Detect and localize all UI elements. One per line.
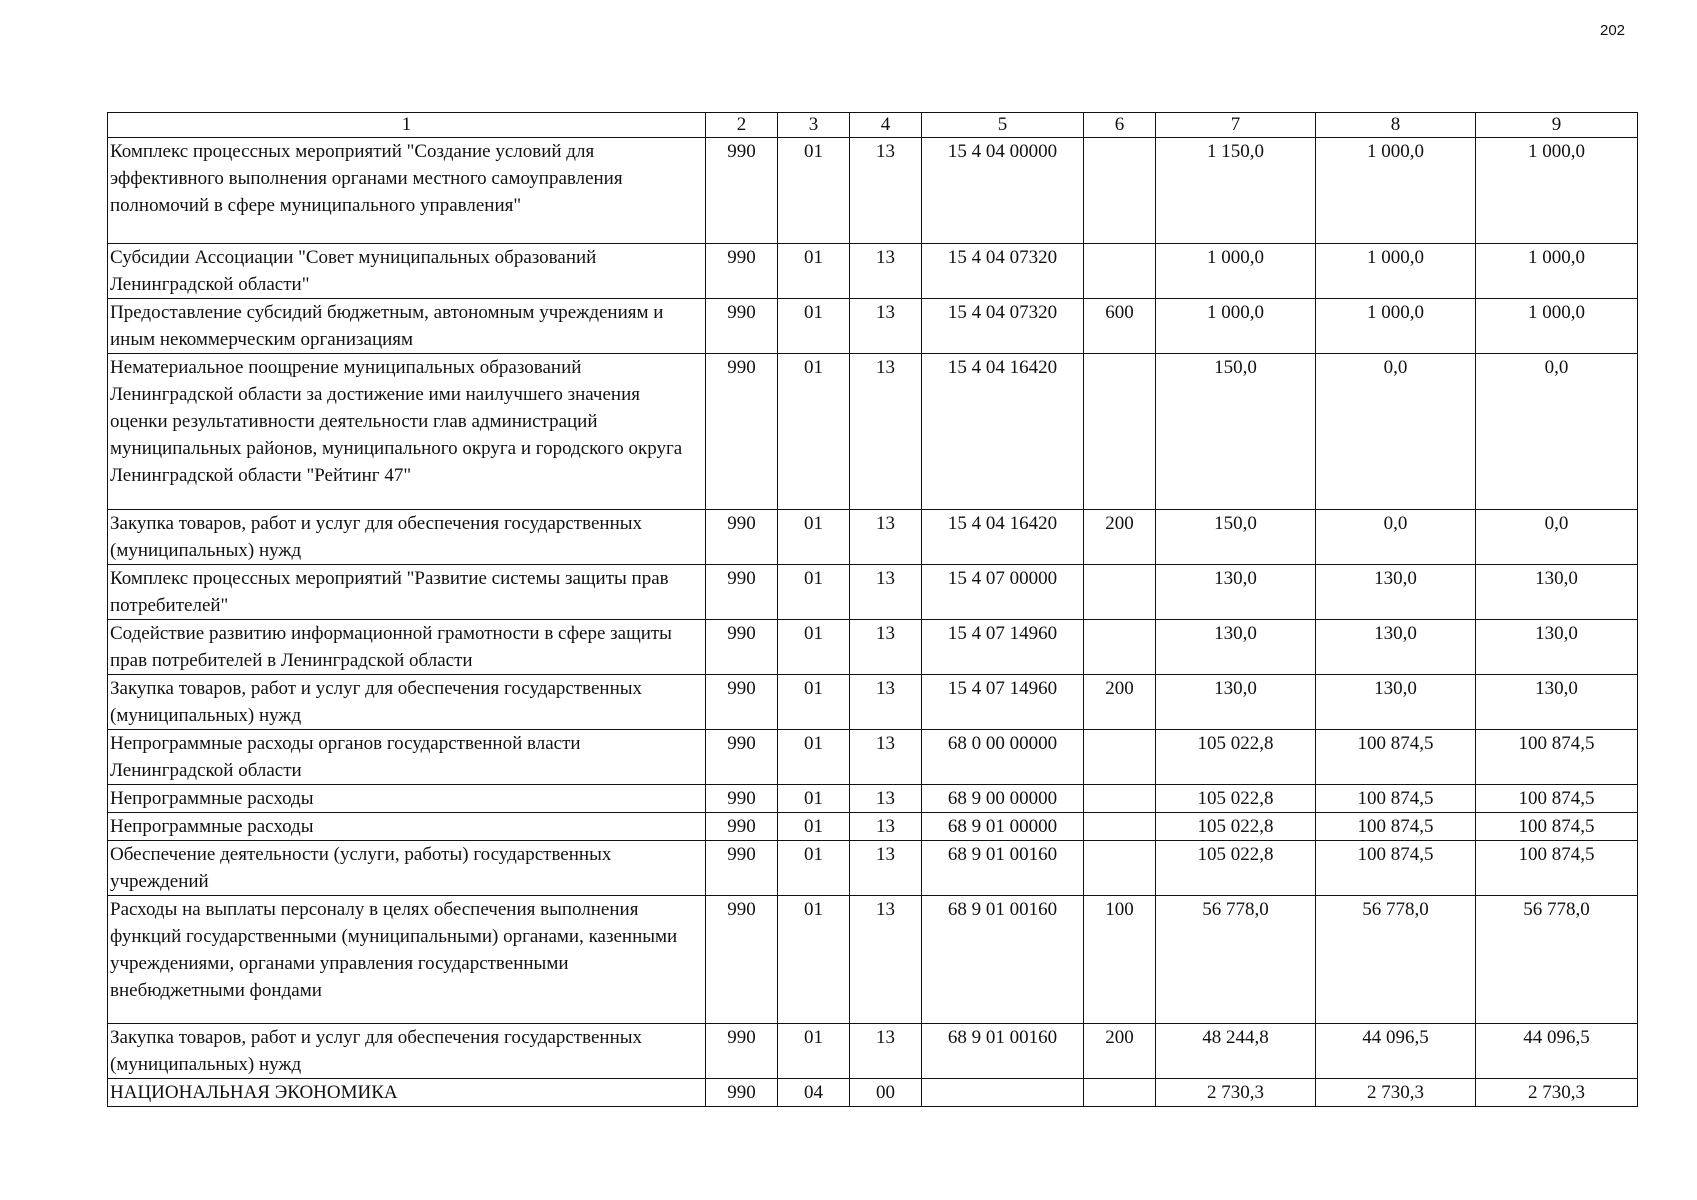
- cell-expense-type: [1084, 565, 1156, 620]
- cell-gov-code: 990: [706, 354, 778, 510]
- cell-amount-col7: 150,0: [1156, 510, 1316, 565]
- cell-target-article: 15 4 04 00000: [922, 138, 1084, 244]
- cell-amount-col9: 44 096,5: [1476, 1024, 1638, 1079]
- cell-amount-col9: 100 874,5: [1476, 730, 1638, 785]
- cell-expense-type: [1084, 1079, 1156, 1107]
- row-name-cell: Закупка товаров, работ и услуг для обеспечения государственных (муниципальных) нужд: [108, 675, 706, 730]
- cell-target-article: 68 0 00 00000: [922, 730, 1084, 785]
- cell-amount-col7: 130,0: [1156, 675, 1316, 730]
- cell-section: 01: [778, 138, 850, 244]
- cell-amount-col9: 1 000,0: [1476, 244, 1638, 299]
- cell-target-article: 15 4 07 00000: [922, 565, 1084, 620]
- cell-section: 01: [778, 730, 850, 785]
- cell-target-article: 15 4 07 14960: [922, 675, 1084, 730]
- cell-section: 01: [778, 1024, 850, 1079]
- cell-subsection: 13: [850, 675, 922, 730]
- cell-expense-type: [1084, 244, 1156, 299]
- cell-section: 04: [778, 1079, 850, 1107]
- cell-amount-col8: 130,0: [1316, 620, 1476, 675]
- cell-gov-code: 990: [706, 785, 778, 813]
- header-cell: 4: [850, 113, 922, 138]
- table-row: [108, 896, 1638, 1024]
- cell-amount-col8: 100 874,5: [1316, 730, 1476, 785]
- page-number: 202: [1600, 22, 1626, 39]
- cell-expense-type: [1084, 785, 1156, 813]
- row-name-cell: Комплекс процессных мероприятий "Развитие системы защиты прав потребителей": [108, 565, 706, 620]
- header-cell: 9: [1476, 113, 1638, 138]
- cell-amount-col9: 130,0: [1476, 675, 1638, 730]
- table-row: [108, 1024, 1638, 1079]
- table-row: [108, 354, 1638, 510]
- row-name-cell: Непрограммные расходы: [108, 813, 706, 841]
- cell-section: 01: [778, 565, 850, 620]
- table-row: [108, 785, 1638, 813]
- row-name-cell: Непрограммные расходы: [108, 785, 706, 813]
- cell-expense-type: [1084, 730, 1156, 785]
- cell-section: 01: [778, 675, 850, 730]
- cell-amount-col7: 1 000,0: [1156, 244, 1316, 299]
- cell-amount-col7: 48 244,8: [1156, 1024, 1316, 1079]
- cell-subsection: 13: [850, 1024, 922, 1079]
- cell-amount-col7: 105 022,8: [1156, 813, 1316, 841]
- row-name-cell: Комплекс процессных мероприятий "Создание условий для эффективного выполнения органами местного самоуправления полномочий в сфере муниципального управления": [108, 138, 706, 244]
- cell-amount-col8: 0,0: [1316, 354, 1476, 510]
- cell-target-article: 15 4 04 16420: [922, 354, 1084, 510]
- row-name-cell: Предоставление субсидий бюджетным, автономным учреждениям и иным некоммерческим организациям: [108, 299, 706, 354]
- table-row: [108, 1079, 1638, 1107]
- cell-amount-col8: 0,0: [1316, 510, 1476, 565]
- cell-subsection: 13: [850, 354, 922, 510]
- cell-section: 01: [778, 354, 850, 510]
- cell-subsection: 13: [850, 565, 922, 620]
- cell-section: 01: [778, 896, 850, 1024]
- table-row: [108, 244, 1638, 299]
- cell-subsection: 13: [850, 138, 922, 244]
- cell-expense-type: 100: [1084, 896, 1156, 1024]
- cell-amount-col9: 2 730,3: [1476, 1079, 1638, 1107]
- cell-amount-col7: 150,0: [1156, 354, 1316, 510]
- cell-amount-col8: 1 000,0: [1316, 138, 1476, 244]
- cell-amount-col7: 130,0: [1156, 565, 1316, 620]
- cell-expense-type: [1084, 138, 1156, 244]
- cell-gov-code: 990: [706, 841, 778, 896]
- cell-subsection: 13: [850, 299, 922, 354]
- cell-amount-col7: 105 022,8: [1156, 785, 1316, 813]
- header-row: [108, 113, 1638, 138]
- header-cell: 1: [108, 113, 706, 138]
- row-name-cell: Расходы на выплаты персоналу в целях обеспечения выполнения функций государственными (муниципальными) органами, казенными учреждениями, органами управления государственными внебюджетными фондами: [108, 896, 706, 1024]
- cell-amount-col9: 100 874,5: [1476, 841, 1638, 896]
- row-name-cell: Содействие развитию информационной грамотности в сфере защиты прав потребителей в Ленинградской области: [108, 620, 706, 675]
- cell-amount-col9: 0,0: [1476, 510, 1638, 565]
- cell-expense-type: 200: [1084, 510, 1156, 565]
- cell-expense-type: 200: [1084, 675, 1156, 730]
- header-cell: 3: [778, 113, 850, 138]
- cell-gov-code: 990: [706, 620, 778, 675]
- cell-gov-code: 990: [706, 510, 778, 565]
- cell-expense-type: 200: [1084, 1024, 1156, 1079]
- cell-gov-code: 990: [706, 1079, 778, 1107]
- cell-section: 01: [778, 510, 850, 565]
- cell-gov-code: 990: [706, 730, 778, 785]
- table-row: [108, 675, 1638, 730]
- cell-subsection: 13: [850, 841, 922, 896]
- cell-section: 01: [778, 841, 850, 896]
- cell-gov-code: 990: [706, 896, 778, 1024]
- row-name-cell: Обеспечение деятельности (услуги, работы) государственных учреждений: [108, 841, 706, 896]
- cell-section: 01: [778, 785, 850, 813]
- cell-target-article: 68 9 00 00000: [922, 785, 1084, 813]
- cell-gov-code: 990: [706, 565, 778, 620]
- cell-target-article: 15 4 04 07320: [922, 244, 1084, 299]
- cell-amount-col7: 2 730,3: [1156, 1079, 1316, 1107]
- cell-target-article: 15 4 04 07320: [922, 299, 1084, 354]
- cell-section: 01: [778, 299, 850, 354]
- cell-amount-col8: 56 778,0: [1316, 896, 1476, 1024]
- cell-target-article: [922, 1079, 1084, 1107]
- cell-expense-type: [1084, 620, 1156, 675]
- cell-amount-col8: 130,0: [1316, 675, 1476, 730]
- cell-target-article: 68 9 01 00160: [922, 1024, 1084, 1079]
- cell-target-article: 15 4 07 14960: [922, 620, 1084, 675]
- cell-expense-type: [1084, 813, 1156, 841]
- cell-amount-col8: 100 874,5: [1316, 841, 1476, 896]
- cell-amount-col9: 1 000,0: [1476, 138, 1638, 244]
- cell-amount-col7: 56 778,0: [1156, 896, 1316, 1024]
- table-row: [108, 730, 1638, 785]
- cell-amount-col7: 105 022,8: [1156, 841, 1316, 896]
- row-name-cell: Нематериальное поощрение муниципальных образований Ленинградской области за достижение ими наилучшего значения оценки результативности деятельности глав администраций муниципальных районов, муниципального округа и городского округа Ленинградской области "Рейтинг 47": [108, 354, 706, 510]
- cell-subsection: 13: [850, 730, 922, 785]
- cell-amount-col8: 100 874,5: [1316, 813, 1476, 841]
- budget-table: [107, 112, 1638, 1107]
- cell-amount-col8: 44 096,5: [1316, 1024, 1476, 1079]
- cell-amount-col9: 130,0: [1476, 565, 1638, 620]
- table-row: [108, 620, 1638, 675]
- row-name-cell: НАЦИОНАЛЬНАЯ ЭКОНОМИКА: [108, 1079, 706, 1107]
- table-body: [108, 113, 1638, 1107]
- table-row: [108, 510, 1638, 565]
- row-name-cell: Закупка товаров, работ и услуг для обеспечения государственных (муниципальных) нужд: [108, 1024, 706, 1079]
- cell-target-article: 68 9 01 00160: [922, 896, 1084, 1024]
- cell-subsection: 13: [850, 785, 922, 813]
- table-row: [108, 565, 1638, 620]
- table-row: [108, 138, 1638, 244]
- cell-subsection: 13: [850, 813, 922, 841]
- cell-expense-type: [1084, 354, 1156, 510]
- cell-target-article: 68 9 01 00160: [922, 841, 1084, 896]
- cell-expense-type: 600: [1084, 299, 1156, 354]
- header-cell: 6: [1084, 113, 1156, 138]
- row-name-cell: Субсидии Ассоциации "Совет муниципальных образований Ленинградской области": [108, 244, 706, 299]
- cell-gov-code: 990: [706, 299, 778, 354]
- cell-amount-col8: 1 000,0: [1316, 299, 1476, 354]
- cell-gov-code: 990: [706, 813, 778, 841]
- table-row: [108, 813, 1638, 841]
- cell-expense-type: [1084, 841, 1156, 896]
- cell-amount-col8: 100 874,5: [1316, 785, 1476, 813]
- cell-section: 01: [778, 620, 850, 675]
- cell-target-article: 15 4 04 16420: [922, 510, 1084, 565]
- table-row: [108, 299, 1638, 354]
- row-name-cell: Непрограммные расходы органов государственной власти Ленинградской области: [108, 730, 706, 785]
- cell-amount-col9: 1 000,0: [1476, 299, 1638, 354]
- header-cell: 5: [922, 113, 1084, 138]
- header-cell: 8: [1316, 113, 1476, 138]
- cell-amount-col9: 100 874,5: [1476, 785, 1638, 813]
- table-row: [108, 841, 1638, 896]
- cell-amount-col8: 2 730,3: [1316, 1079, 1476, 1107]
- cell-gov-code: 990: [706, 1024, 778, 1079]
- cell-amount-col8: 1 000,0: [1316, 244, 1476, 299]
- cell-subsection: 13: [850, 510, 922, 565]
- cell-gov-code: 990: [706, 675, 778, 730]
- cell-amount-col9: 130,0: [1476, 620, 1638, 675]
- cell-amount-col7: 1 150,0: [1156, 138, 1316, 244]
- cell-subsection: 13: [850, 896, 922, 1024]
- cell-amount-col7: 1 000,0: [1156, 299, 1316, 354]
- cell-subsection: 00: [850, 1079, 922, 1107]
- header-cell: 7: [1156, 113, 1316, 138]
- cell-target-article: 68 9 01 00000: [922, 813, 1084, 841]
- cell-subsection: 13: [850, 620, 922, 675]
- cell-section: 01: [778, 813, 850, 841]
- cell-subsection: 13: [850, 244, 922, 299]
- cell-amount-col9: 0,0: [1476, 354, 1638, 510]
- cell-amount-col9: 56 778,0: [1476, 896, 1638, 1024]
- cell-gov-code: 990: [706, 138, 778, 244]
- cell-gov-code: 990: [706, 244, 778, 299]
- cell-amount-col7: 105 022,8: [1156, 730, 1316, 785]
- cell-amount-col7: 130,0: [1156, 620, 1316, 675]
- header-cell: 2: [706, 113, 778, 138]
- cell-amount-col8: 130,0: [1316, 565, 1476, 620]
- row-name-cell: Закупка товаров, работ и услуг для обеспечения государственных (муниципальных) нужд: [108, 510, 706, 565]
- cell-section: 01: [778, 244, 850, 299]
- cell-amount-col9: 100 874,5: [1476, 813, 1638, 841]
